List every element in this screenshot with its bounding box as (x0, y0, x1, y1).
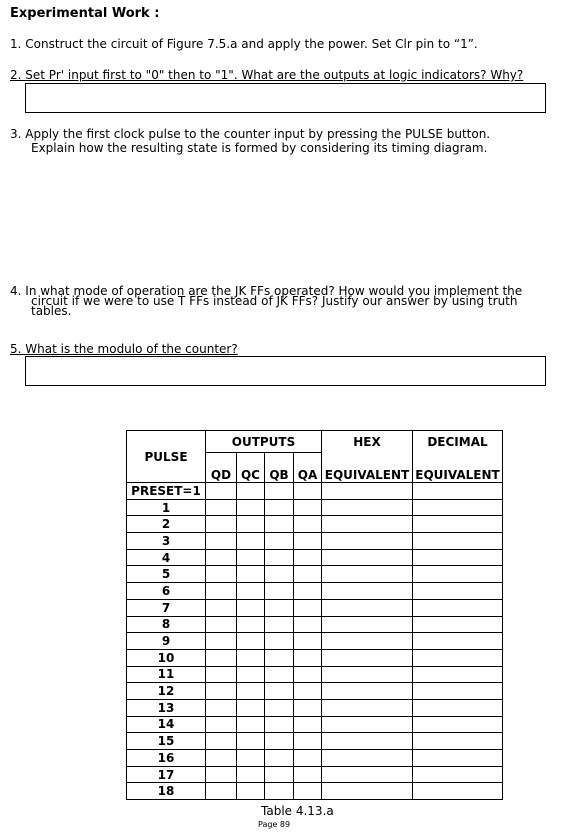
question-5-text: What is the modulo of the counter? (25, 342, 238, 356)
table-row (127, 699, 503, 716)
answer-cell[interactable] (322, 733, 413, 750)
answer-cell[interactable] (265, 583, 294, 600)
answer-cell[interactable] (206, 599, 237, 616)
answer-cell[interactable] (206, 733, 237, 750)
answer-cell[interactable] (206, 750, 237, 767)
answer-cell[interactable] (413, 733, 503, 750)
answer-cell[interactable] (265, 633, 294, 650)
answer-cell[interactable] (294, 683, 322, 700)
pulse-cell: 5 (127, 566, 206, 583)
answer-cell[interactable] (294, 716, 322, 733)
table-row (127, 549, 503, 566)
answer-cell[interactable] (237, 733, 265, 750)
table-row (127, 499, 503, 516)
answer-cell[interactable] (237, 583, 265, 600)
question-4-number: 4. (10, 284, 22, 298)
question-3-text: Apply the first clock pulse to the counter input by pressing the PULSE button. (25, 127, 491, 141)
table-row (127, 649, 503, 666)
answer-cell[interactable] (413, 633, 503, 650)
answer-cell[interactable] (237, 766, 265, 783)
question-4-text-line-2: circuit if we were to use T FFs instead of JK FFs? Justify our answer by using truth (31, 294, 518, 308)
results-table (126, 430, 503, 800)
table-row (127, 533, 503, 550)
answer-cell[interactable] (322, 483, 413, 500)
answer-cell[interactable] (237, 750, 265, 767)
qd-header: QD (206, 453, 237, 483)
answer-cell[interactable] (413, 533, 503, 550)
table-row (127, 750, 503, 767)
qb-header: QB (265, 453, 294, 483)
table-row (127, 599, 503, 616)
answer-cell[interactable] (265, 783, 294, 800)
answer-cell[interactable] (294, 766, 322, 783)
answer-cell[interactable] (206, 549, 237, 566)
outputs-header: OUTPUTS (206, 431, 322, 453)
qa-header: QA (294, 453, 322, 483)
answer-cell[interactable] (322, 683, 413, 700)
answer-cell[interactable] (206, 483, 237, 500)
pulse-cell: 4 (127, 549, 206, 566)
question-4-text-line-3: tables. (31, 304, 72, 318)
section-heading: Experimental Work : (10, 6, 160, 21)
answer-cell[interactable] (206, 499, 237, 516)
answer-cell[interactable] (322, 549, 413, 566)
answer-cell[interactable] (206, 766, 237, 783)
decimal-subheader: EQUIVALENT (413, 453, 503, 483)
pulse-cell: 7 (127, 599, 206, 616)
answer-cell[interactable] (413, 683, 503, 700)
answer-cell[interactable] (265, 683, 294, 700)
answer-cell[interactable] (237, 533, 265, 550)
answer-cell[interactable] (265, 499, 294, 516)
answer-cell[interactable] (413, 499, 503, 516)
answer-cell[interactable] (294, 783, 322, 800)
answer-cell[interactable] (322, 766, 413, 783)
answer-cell[interactable] (206, 516, 237, 533)
answer-cell[interactable] (413, 616, 503, 633)
answer-cell[interactable] (413, 483, 503, 500)
answer-cell[interactable] (206, 649, 237, 666)
answer-cell[interactable] (265, 699, 294, 716)
answer-cell[interactable] (413, 766, 503, 783)
pulse-cell: 15 (127, 733, 206, 750)
table-caption: Table 4.13.a (261, 804, 334, 818)
question-1 (10, 38, 478, 51)
answer-cell[interactable] (265, 666, 294, 683)
answer-cell[interactable] (237, 566, 265, 583)
answer-cell[interactable] (237, 683, 265, 700)
qc-header: QC (237, 453, 265, 483)
table-row (127, 733, 503, 750)
question-4-text: In what mode of operation are the JK FFs operated? How would you implement the (25, 284, 523, 298)
pulse-cell: 8 (127, 616, 206, 633)
answer-cell[interactable] (322, 566, 413, 583)
table-row (127, 583, 503, 600)
question-5 (10, 343, 238, 356)
pulse-cell: 6 (127, 583, 206, 600)
answer-cell[interactable] (237, 783, 265, 800)
answer-cell[interactable] (237, 599, 265, 616)
answer-cell[interactable] (265, 733, 294, 750)
answer-cell[interactable] (237, 499, 265, 516)
answer-cell[interactable] (294, 750, 322, 767)
answer-cell[interactable] (265, 516, 294, 533)
answer-cell[interactable] (206, 583, 237, 600)
question-1-number: 1. (10, 37, 22, 51)
answer-cell[interactable] (413, 549, 503, 566)
question-1-text: Construct the circuit of Figure 7.5.a and apply the power. Set Clr pin to “1”. (25, 37, 478, 51)
answer-cell[interactable] (322, 716, 413, 733)
pulse-cell: 2 (127, 516, 206, 533)
table-row (127, 616, 503, 633)
hex-subheader: EQUIVALENT (322, 453, 413, 483)
answer-cell[interactable] (322, 599, 413, 616)
pulse-cell: 1 (127, 499, 206, 516)
answer-cell[interactable] (237, 666, 265, 683)
answer-cell[interactable] (322, 783, 413, 800)
answer-cell[interactable] (294, 633, 322, 650)
answer-cell[interactable] (413, 516, 503, 533)
answer-cell[interactable] (237, 483, 265, 500)
pulse-cell: 9 (127, 633, 206, 650)
answer-cell[interactable] (322, 666, 413, 683)
pulse-cell: 18 (127, 783, 206, 800)
answer-cell[interactable] (413, 649, 503, 666)
answer-cell[interactable] (265, 716, 294, 733)
answer-cell[interactable] (413, 566, 503, 583)
table-row (127, 566, 503, 583)
answer-cell[interactable] (322, 699, 413, 716)
answer-cell[interactable] (322, 616, 413, 633)
answer-cell[interactable] (322, 649, 413, 666)
answer-cell[interactable] (265, 649, 294, 666)
answer-cell[interactable] (237, 699, 265, 716)
answer-cell[interactable] (206, 566, 237, 583)
pulse-header: PULSE (127, 431, 206, 483)
answer-cell[interactable] (265, 566, 294, 583)
answer-cell[interactable] (294, 483, 322, 500)
answer-cell[interactable] (413, 750, 503, 767)
answer-cell[interactable] (413, 783, 503, 800)
answer-cell[interactable] (294, 649, 322, 666)
question-5-number: 5. (10, 342, 22, 356)
answer-cell[interactable] (413, 716, 503, 733)
answer-cell[interactable] (294, 583, 322, 600)
answer-cell[interactable] (322, 583, 413, 600)
answer-cell[interactable] (294, 666, 322, 683)
answer-cell[interactable] (294, 733, 322, 750)
answer-box-question-5[interactable] (25, 356, 546, 386)
pulse-cell: 13 (127, 699, 206, 716)
table-row (127, 516, 503, 533)
answer-cell[interactable] (413, 599, 503, 616)
answer-cell[interactable] (237, 516, 265, 533)
answer-cell[interactable] (322, 633, 413, 650)
hex-header: HEX (322, 431, 413, 453)
question-2-text: Set Pr' input first to "0" then to "1". What are the outputs at logic indicators? Why? (25, 68, 524, 82)
answer-cell[interactable] (294, 499, 322, 516)
answer-cell[interactable] (294, 599, 322, 616)
pulse-cell: PRESET=1 (127, 483, 206, 500)
pulse-cell: 11 (127, 666, 206, 683)
answer-cell[interactable] (294, 549, 322, 566)
answer-cell[interactable] (237, 716, 265, 733)
answer-cell[interactable] (265, 483, 294, 500)
pulse-cell: 10 (127, 649, 206, 666)
answer-cell[interactable] (322, 750, 413, 767)
answer-cell[interactable] (265, 766, 294, 783)
answer-cell[interactable] (206, 783, 237, 800)
answer-cell[interactable] (294, 616, 322, 633)
answer-cell[interactable] (206, 633, 237, 650)
answer-cell[interactable] (294, 566, 322, 583)
answer-cell[interactable] (237, 549, 265, 566)
answer-cell[interactable] (237, 633, 265, 650)
answer-cell[interactable] (322, 516, 413, 533)
answer-cell[interactable] (265, 599, 294, 616)
table-row (127, 666, 503, 683)
answer-cell[interactable] (413, 583, 503, 600)
answer-cell[interactable] (206, 683, 237, 700)
pulse-cell: 14 (127, 716, 206, 733)
question-2 (10, 69, 523, 82)
page-number: Page 89 (258, 820, 291, 829)
answer-cell[interactable] (206, 666, 237, 683)
answer-cell[interactable] (206, 716, 237, 733)
answer-cell[interactable] (413, 666, 503, 683)
answer-cell[interactable] (265, 533, 294, 550)
pulse-cell: 16 (127, 750, 206, 767)
table-row (127, 483, 503, 500)
pulse-cell: 12 (127, 683, 206, 700)
table-row (127, 683, 503, 700)
answer-cell[interactable] (265, 616, 294, 633)
decimal-header: DECIMAL (413, 431, 503, 453)
pulse-cell: 17 (127, 766, 206, 783)
table-row (127, 783, 503, 800)
answer-cell[interactable] (265, 549, 294, 566)
question-3-text-line-2: Explain how the resulting state is formed by considering its timing diagram. (31, 141, 488, 155)
answer-cell[interactable] (237, 649, 265, 666)
answer-cell[interactable] (206, 533, 237, 550)
answer-cell[interactable] (237, 616, 265, 633)
answer-cell[interactable] (413, 699, 503, 716)
answer-cell[interactable] (322, 533, 413, 550)
table-row (127, 766, 503, 783)
table-row (127, 633, 503, 650)
answer-cell[interactable] (322, 499, 413, 516)
pulse-cell: 3 (127, 533, 206, 550)
table-row (127, 716, 503, 733)
answer-cell[interactable] (294, 533, 322, 550)
answer-cell[interactable] (294, 516, 322, 533)
answer-box-question-2[interactable] (25, 83, 546, 113)
question-2-number: 2. (10, 68, 22, 82)
question-3 (10, 128, 490, 141)
answer-cell[interactable] (206, 699, 237, 716)
question-3-number: 3. (10, 127, 22, 141)
answer-cell[interactable] (206, 616, 237, 633)
answer-cell[interactable] (265, 750, 294, 767)
answer-cell[interactable] (294, 699, 322, 716)
